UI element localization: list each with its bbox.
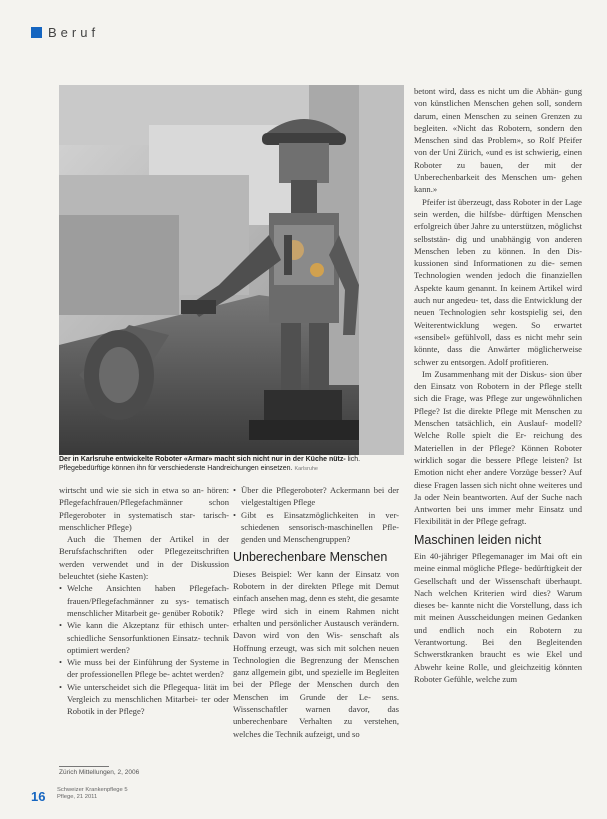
list-item: • Wie muss bei der Einführung der Systeme in der professionellen Pflege be- achtet werden? <box>59 656 229 681</box>
col3-body-3: Im Zusammenhang mit der Diskus- sion über den Einsatz von Robotern in der Pflege stellt sich die Frage, was Pflege zur ungewöhnlichen Pflege? Ist die direkte Pflege mit Menschen zu Menschen tatsächlich, ein Auslauf- modell? Welche Rolle spielt die Er- reichung des Materiellen in der Pflege? Können Roboter wirklich sogar die bessere Pflege leisten? Ist Emotion nicht eher andere Vorzüge besser? Auf diese Fragen lassen sich nicht ohne weiteres und Ja oder Nein beantworten. Auf der Suche nach Antworten bei uns immer mehr Einsatz und Flexibilität in der Pflege gefragt. <box>414 368 582 527</box>
col1-bullet-list <box>59 582 229 717</box>
list-item: • Über die Pflegeroboter? Ackermann bei der vielgestaltigen Pflege <box>233 484 399 509</box>
subheading-unberechenbare: Unberechenbare Menschen <box>233 550 388 565</box>
col2-body: Dieses Beispiel: Wer kann der Einsatz von Robotern in der direkten Pflege mit Demut einfach ansehen mag, denn es steht, die gesamte Pflege wird sich in einem Rahmen nicht erhalten und persönlicher Austausch verändern. Davon wird von den Wis- senschaft als Hoffnung erzeugt, was sich mit solchen neuen Technologien die Begrenzung der Menschen ganz allgemein gibt, und spezielle im Begleiten bei der Pflege der Menschen durch den Menschen im Grunde der Le- sens. Wissenschaftler warnen davor, das unberechenbare Verhalten zu verstehen, welches die Technik aufzeigt, und so <box>233 568 399 739</box>
footnote-divider <box>59 766 109 767</box>
caption-text: lich. Pflegebedürftige können ihn für verschiedenste Handreichungen einsetzen. <box>59 456 361 473</box>
page-number: 16 <box>31 789 46 804</box>
col3-body-1: betont wird, dass es nicht um die Abhän- gung von künstlichen Menschen gehen soll, sondern darum, einen Menschen zu seinen Grenzen zu begleiten. «Nicht das Robotern, sondern den Menschen sind das Problem», so Rolf Pfeifer von der Uni Zürich, «und es ist schwierig, einen Roboter zu bauen, der mit der Unberechenbarkeit des Menschen um- gehen kann.» <box>414 86 582 195</box>
list-item: • Welche Ansichten haben Pflegefach- frauen/Pflegefachmänner zu sys- tematisch menschlicher Mitarbeit ge- genüber Robotik? <box>59 582 229 619</box>
caption-lead: Der in Karlsruhe entwickelte Roboter «Armar» macht sich nicht nur in der Küche nütz- <box>59 456 346 463</box>
col2-bullet-list <box>233 484 399 545</box>
list-item: • Gibt es Einsatzmöglichkeiten in ver- schiedenen sensorisch-maschinellen Pfle- genden und Menschengruppen? <box>233 509 399 546</box>
text-column-1 <box>59 484 229 718</box>
col1-intro: wirtscht und wie sie sich in etwa so an- hören: Pflegefachfrauen/Pflegefachmänner schon Pflegeroboter in systematisch star- tarisch-menschlicher Pflege) <box>59 485 229 532</box>
footnote: Zürich Mittellungen, 2, 2006 <box>59 769 140 776</box>
col3-body-2: Pfeifer ist überzeugt, dass Roboter in der Lage sein werden, die hilfsbe- dürftigen Menschen erfolgreich über Jahre zu unterstützen, möglichst selbststän- dig und unabhängig von anderen Menschen leben zu können. In den Dis- kussionen sind Informationen zu die- semen Technologien wenden jedoch die finanziellen Aspekte kaum genannt. In keinem Artikel wird auch nur angedeu- tet, dass die Entwicklung der neuen Technologien sehr kostspielig sei, den Weiterentwicklung wegen. So erwartet «sensibel» gefühlvoll, dass es nicht mehr sein könnte, dass die Anwärter möglicherweise schwer zu entsorgen. Adolf profitieren. <box>414 196 582 367</box>
list-item: • Wie kann die Akzeptanz für ethisch unter- schiedliche Sensorfunktionen Einsatz- technik optimiert werden? <box>59 619 229 656</box>
folio-line-2: Pflege, 21 2011 <box>57 794 98 800</box>
folio-line-1: Schweizer Krankenpflege 5 <box>57 787 128 793</box>
caption-credit: Karlsruhe <box>294 466 318 473</box>
photo-caption <box>59 455 407 474</box>
col1-paragraph: Auch die Themen der Artikel in der Berufsfachschriften oder Pflegezeitschriften werden verwendet und in der Diskussion beleuchtet (siehe Kasten): <box>59 534 229 582</box>
subheading-maschinen: Maschinen leiden nicht <box>414 532 542 547</box>
text-column-3 <box>414 85 582 685</box>
folio-info <box>57 787 128 801</box>
section-title: Beruf <box>48 24 100 40</box>
section-header <box>31 25 99 39</box>
col3-body-4: Ein 40-jähriger Pflegemanager im Mai oft ein meine einmal mögliche Pflege- bedürftigkeit der Gesellschaft und der Wissenschaft überhaupt. Nach welchen Kriterien wird dies? Warum dieses be- kannte nicht die Vorstellung, dass ich mit meinen Ausscheidungen meinen Gedanken und endlich noch ein Robotern zu Verantwortung. Bei den Begleitenden Schwerstkranken braucht es wie Ekel und Abwehr keine Rolle, und gleichzeitig könnten Roboter Gefühle, welche zum <box>414 550 582 684</box>
robot-illustration <box>59 85 404 455</box>
list-item: • Wie unterscheidet sich die Pflegequa- lität im Vergleich zu menschlichen Mitarbei- ter oder Robotik in der Pflege? <box>59 681 229 718</box>
robot-photo <box>59 85 404 455</box>
section-marker-square <box>31 27 42 38</box>
text-column-2 <box>233 484 399 740</box>
